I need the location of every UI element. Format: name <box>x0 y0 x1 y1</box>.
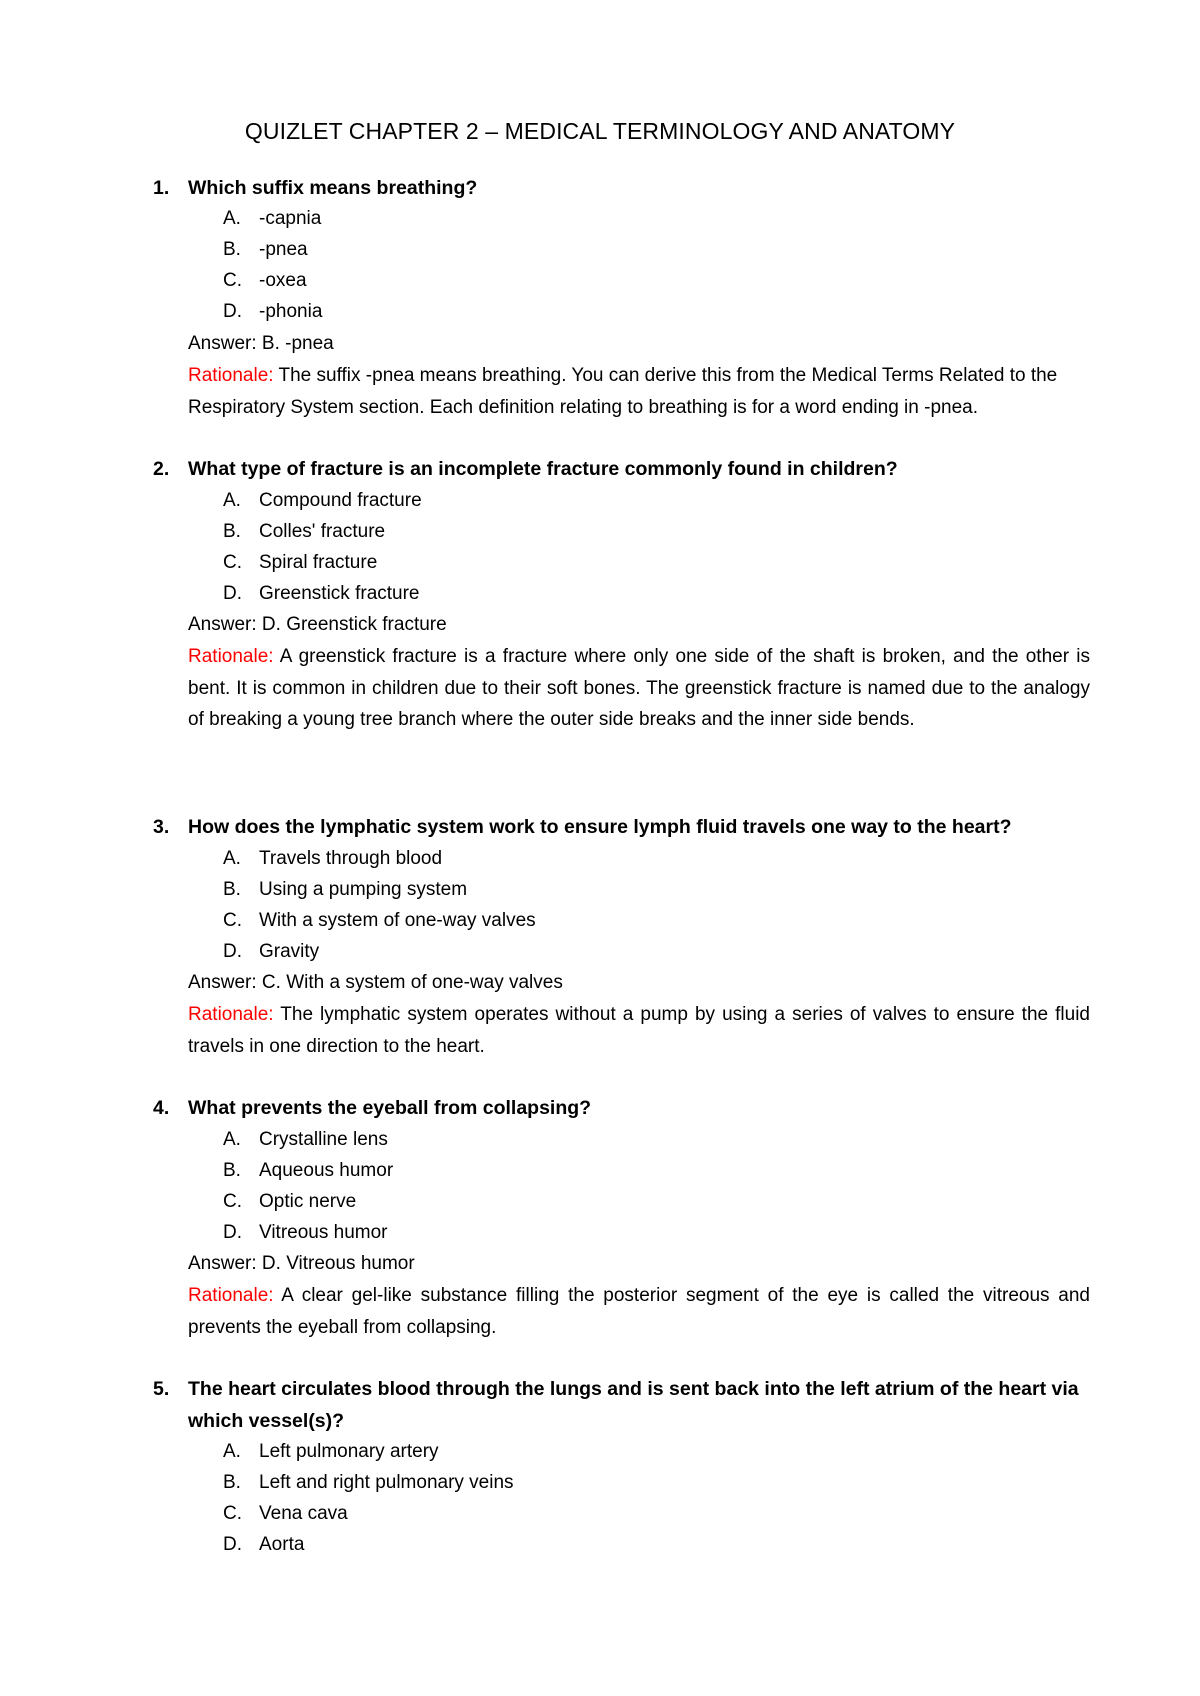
option-text: -capnia <box>259 208 322 229</box>
answer-line: Answer: C. With a system of one-way valves <box>188 972 563 993</box>
question-2 <box>153 454 1093 486</box>
rationale <box>188 641 1090 736</box>
option-letter: D. <box>223 583 242 604</box>
option-d <box>223 936 319 967</box>
rationale-label: Rationale: <box>188 646 274 667</box>
option-letter: B. <box>223 1472 241 1493</box>
option-letter: C. <box>223 270 242 291</box>
option-a <box>223 1436 439 1467</box>
question-text: How does the lymphatic system work to ensure lymph fluid travels one way to the heart? <box>188 816 1012 838</box>
question-number: 2. <box>153 458 170 480</box>
option-c <box>223 1186 356 1217</box>
option-c <box>223 265 307 296</box>
answer-line: Answer: D. Greenstick fracture <box>188 614 447 635</box>
option-text: Compound fracture <box>259 490 422 511</box>
option-letter: D. <box>223 1534 242 1555</box>
option-letter: C. <box>223 552 242 573</box>
option-letter: B. <box>223 1160 241 1181</box>
rationale <box>188 1280 1090 1343</box>
option-letter: B. <box>223 239 241 260</box>
option-letter: A. <box>223 848 241 869</box>
option-text: Gravity <box>259 941 320 962</box>
option-letter: D. <box>223 301 242 322</box>
rationale-text: A greenstick fracture is a fracture where only one side of the shaft is broken, and the other is bent. It is common in children due to their soft bones. The greenstick fracture is named due to the analogy of breaking a young tree branch where the outer side breaks and the inner side bends. <box>188 646 1090 730</box>
question-5 <box>153 1374 1093 1437</box>
option-text: Crystalline lens <box>259 1129 388 1150</box>
option-text: With a system of one-way valves <box>259 910 536 931</box>
option-letter: C. <box>223 910 242 931</box>
option-a <box>223 1124 388 1155</box>
option-d <box>223 296 322 327</box>
option-b <box>223 1467 514 1498</box>
question-4 <box>153 1093 1093 1125</box>
option-letter: D. <box>223 1222 242 1243</box>
option-letter: A. <box>223 490 241 511</box>
option-text: Left and right pulmonary veins <box>259 1472 514 1493</box>
question-text: What type of fracture is an incomplete fracture commonly found in children? <box>188 458 898 480</box>
option-d <box>223 578 420 609</box>
question-text: Which suffix means breathing? <box>188 177 478 199</box>
option-a <box>223 203 321 234</box>
question-3 <box>153 812 1093 844</box>
question-text: What prevents the eyeball from collapsing? <box>188 1097 592 1119</box>
option-d <box>223 1529 304 1560</box>
question-text: The heart circulates blood through the lungs and is sent back into the left atrium of the heart via which vessel(s)? <box>188 1378 1079 1432</box>
option-letter: A. <box>223 1129 241 1150</box>
rationale <box>188 360 1090 423</box>
option-text: -phonia <box>259 301 323 322</box>
option-a <box>223 485 422 516</box>
rationale-label: Rationale: <box>188 365 274 386</box>
question-1 <box>153 173 1093 205</box>
rationale <box>188 999 1090 1062</box>
option-text: -pnea <box>259 239 308 260</box>
option-letter: C. <box>223 1191 242 1212</box>
option-letter: A. <box>223 1441 241 1462</box>
question-number: 5. <box>153 1378 170 1400</box>
question-number: 4. <box>153 1097 170 1119</box>
rationale-text: A clear gel-like substance filling the posterior segment of the eye is called the vitreous and prevents the eyeball from collapsing. <box>188 1285 1090 1338</box>
option-b <box>223 516 385 547</box>
rationale-text: The suffix -pnea means breathing. You can derive this from the Medical Terms Related to the Respiratory System section. Each definition relating to breathing is for a word ending in -pnea. <box>188 365 1058 418</box>
option-letter: C. <box>223 1503 242 1524</box>
option-b <box>223 874 467 905</box>
option-text: Using a pumping system <box>259 879 468 900</box>
option-a <box>223 843 442 874</box>
option-letter: B. <box>223 521 241 542</box>
option-text: Aqueous humor <box>259 1160 394 1181</box>
document-title: QUIZLET CHAPTER 2 – MEDICAL TERMINOLOGY AND ANATOMY <box>244 118 956 144</box>
option-c <box>223 547 377 578</box>
answer-line: Answer: D. Vitreous humor <box>188 1253 415 1274</box>
option-text: -oxea <box>259 270 307 291</box>
option-text: Vitreous humor <box>259 1222 388 1243</box>
rationale-label: Rationale: <box>188 1285 274 1306</box>
option-text: Spiral fracture <box>259 552 378 573</box>
option-d <box>223 1217 388 1248</box>
option-letter: D. <box>223 941 242 962</box>
option-b <box>223 1155 393 1186</box>
option-b <box>223 234 308 265</box>
option-text: Optic nerve <box>259 1191 357 1212</box>
answer-line: Answer: B. -pnea <box>188 333 334 354</box>
question-number: 3. <box>153 816 170 838</box>
option-text: Aorta <box>259 1534 305 1555</box>
option-text: Colles' fracture <box>259 521 386 542</box>
question-number: 1. <box>153 177 170 199</box>
option-text: Left pulmonary artery <box>259 1441 439 1462</box>
rationale-text: The lymphatic system operates without a pump by using a series of valves to ensure the fluid travels in one direction to the heart. <box>188 1004 1090 1057</box>
option-text: Travels through blood <box>259 848 443 869</box>
option-c <box>223 905 536 936</box>
option-c <box>223 1498 348 1529</box>
option-letter: B. <box>223 879 241 900</box>
rationale-label: Rationale: <box>188 1004 274 1025</box>
option-text: Greenstick fracture <box>259 583 420 604</box>
option-letter: A. <box>223 208 241 229</box>
option-text: Vena cava <box>259 1503 348 1524</box>
